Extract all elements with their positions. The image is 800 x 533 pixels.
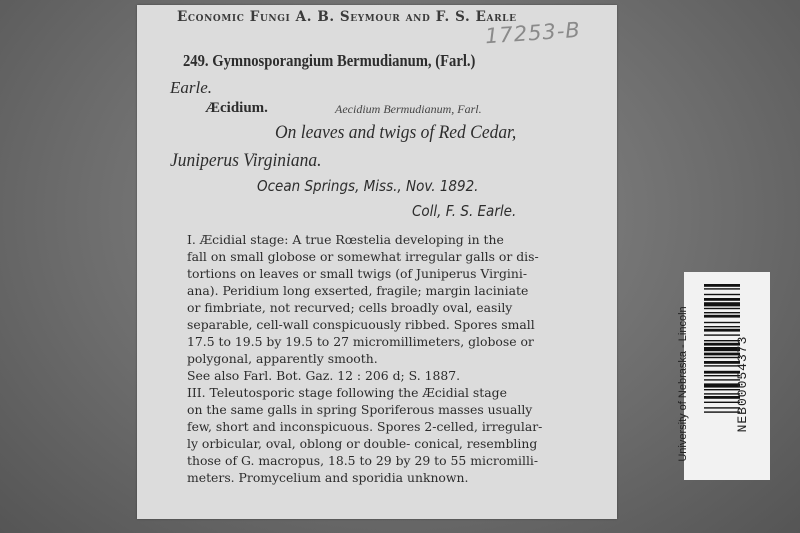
- description-line: polygonal, apparently smooth.: [187, 351, 378, 366]
- synonym: Aecidium Bermudianum, Farl.: [335, 102, 482, 116]
- description-line: ly orbicular, oval, oblong or double- conical, resembling: [187, 436, 538, 451]
- description-line: few, short and inconspicuous. Spores 2-celled, irregular-: [187, 419, 543, 434]
- specimen-label: [137, 5, 617, 519]
- description-line: separable, cell-wall conspicuously ribbed. Spores small: [187, 317, 535, 332]
- description-line: III. Teleutosporic stage following the Æcidial stage: [187, 385, 507, 400]
- description-line: on the same galls in spring Sporiferous masses usually: [187, 402, 533, 417]
- stage-name: Æcidium.: [205, 100, 268, 116]
- accession-number: 17253-B: [484, 17, 582, 49]
- description-line: fall on small globose or somewhat irregular galls or dis-: [187, 249, 539, 264]
- description-line: 17.5 to 19.5 by 19.5 to 27 micromillimeters, globose or: [187, 334, 534, 349]
- species-author: Earle.: [170, 78, 213, 97]
- description-line: meters. Promycelium and sporidia unknown.: [187, 470, 469, 485]
- description-line: See also Farl. Bot. Gaz. 12 : 206 d; S. 1887.: [187, 368, 461, 383]
- series-header: Economic Fungi A. B. Seymour and F. S. Earle: [177, 9, 517, 25]
- barcode-institution: University of Nebraska - Lincoln: [677, 306, 689, 462]
- description-text: [187, 231, 599, 486]
- host-line-2: Juniperus Virginiana.: [170, 150, 322, 171]
- description-line: tortions on leaves or small twigs (of Juniperus Virgini-: [187, 266, 528, 281]
- barcode-label: [677, 272, 770, 480]
- host-line-1: On leaves and twigs of Red Cedar,: [275, 122, 517, 143]
- description-line: I. Æcidial stage: A true Rœstelia developing in the: [187, 232, 504, 247]
- description-line: those of G. macropus, 18.5 to 29 by 29 to 55 micromilli-: [187, 453, 539, 468]
- species-title: 249. Gymnosporangium Bermudianum, (Farl.): [183, 51, 476, 70]
- collector: Coll, F. S. Earle.: [412, 202, 517, 220]
- locality: Ocean Springs, Miss., Nov. 1892.: [257, 177, 479, 195]
- barcode-id: NEB00054373: [735, 335, 750, 433]
- description-line: ana). Peridium long exserted, fragile; margin laciniate: [187, 283, 529, 298]
- description-line: or fimbriate, not recurved; cells broadly oval, easily: [187, 300, 513, 315]
